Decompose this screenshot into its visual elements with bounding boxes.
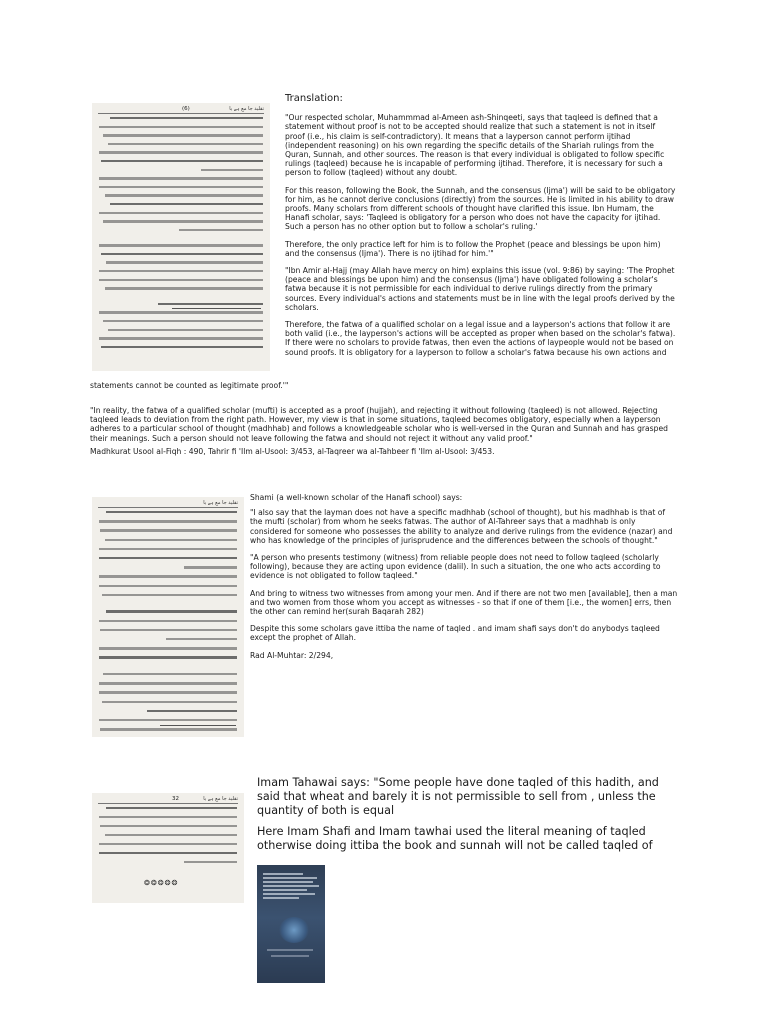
scan-text-line xyxy=(99,816,237,818)
scan-text-line xyxy=(100,529,237,531)
scan-text-line xyxy=(99,212,263,214)
scan-text-line xyxy=(99,244,263,246)
scan-text-line xyxy=(201,169,263,171)
scan-text-line xyxy=(102,701,237,703)
paragraph: Imam Tahawai says: "Some people have done taqled of this hadith, and said that wheat and barely it is not permissible to sell from , unless the quantity of both is equal xyxy=(257,776,659,817)
scan-text-line xyxy=(100,728,237,730)
scan-text-line xyxy=(99,575,237,577)
scan-text-line xyxy=(105,194,263,196)
paragraph: Shami (a well-known scholar of the Hanafi school) says: xyxy=(250,493,463,502)
scan-text-line xyxy=(99,843,237,845)
scan-text-line xyxy=(103,320,263,322)
scan-text-line xyxy=(99,279,263,281)
shami-block xyxy=(250,493,678,668)
scan-text-line xyxy=(99,177,263,179)
scan-text-line xyxy=(110,117,263,119)
paragraph: Therefore, the only practice left for him is to follow the Prophet (peace and blessings be upon him) and the consensus (Ijma'). There is no ijtihad for him.'" xyxy=(285,239,661,258)
scan-text-line xyxy=(99,186,263,188)
scan-text-line xyxy=(99,548,237,550)
scan-text-line xyxy=(106,610,237,612)
paragraph: For this reason, following the Book, the Sunnah, and the consensus (Ijma') will be said to be obligatory for him, as he cannot derive conclusions (directly) from the sources. He is limited in his ability to draw proofs. Many scholars from different schools of thought have clarified this issue. Ibn Humam, the Hanafi scholar, says: 'Taqleed is obligatory for a person who does not have the capacity for ijtihad. Such a person has no other option but to follow a scholar's ruling.' xyxy=(285,185,676,232)
scan-text-line xyxy=(184,861,237,863)
paragraph: "Ibn Amir al-Hajj (may Allah have mercy on him) explains this issue (vol. 9:86) by saying: 'The Prophet (peace and blessings be upon him) and the consensus (Ijma') have obligated following a scholar's fatwa because it is not permissible for each individual to derive rulings directly from the primary sources. Every individual's actions and statements must be in line with the legal proofs derived by the scholars. xyxy=(285,266,675,312)
ornament-divider: ❂❂❂❂❂ xyxy=(144,879,179,887)
scan-text-line xyxy=(99,311,263,313)
scan-header: تقلید جا مع ہے یا xyxy=(98,500,238,508)
scan-text-line xyxy=(103,134,263,136)
paragraph: Therefore, the fatwa of a qualified scholar on a legal issue and a layperson's actions that follow it are both valid (i.e., the layperson's actions will be accepted as proper when based on the scholar's fatwa). If there were no scholars to provide fatwas, then even the actions of laypeople would not be based on sound proofs. It is obligatory for a layperson to follow a scholar's fatwa because his own actions and xyxy=(285,320,676,357)
urdu-scan-page-3 xyxy=(92,793,244,903)
book-cover-image xyxy=(257,865,325,983)
scan-text-line xyxy=(101,346,263,348)
scan-rule xyxy=(160,725,236,726)
paragraph: Despite this some scholars gave ittiba the name of taqled . and imam shafi says don't do anybodys taqleed except the prophet of Allah. xyxy=(250,624,660,643)
scan-text-line xyxy=(105,287,263,289)
scan-text-line xyxy=(99,337,263,339)
scan-text-line xyxy=(99,682,237,684)
scan-page-number: (6) xyxy=(182,106,190,112)
urdu-scan-page-2 xyxy=(92,497,244,737)
scan-rule xyxy=(172,308,261,309)
tahawai-block xyxy=(257,776,677,861)
translation-block xyxy=(285,94,677,357)
paragraph: And bring to witness two witnesses from among your men. And if there are not two men [available], then a man and two women from those whom you accept as witnesses - so that if one of them [i.e., the women] errs, then the other can remind her(surah Baqarah 282) xyxy=(250,588,678,617)
paragraph: "I also say that the layman does not have a specific madhhab (school of thought), but his madhhab is that of the mufti (scholar) from whom he seeks fatwas. The author of Al-Tahreer says that a madhhab is only considered for someone who possesses the ability to analyze and derive rulings from the evidence (nazar) and who has knowledge of the principles of jurisprudence and the differences between the schools of thought." xyxy=(250,508,673,545)
scan-text-line xyxy=(106,807,237,809)
scan-text-line xyxy=(99,557,237,559)
scan-text-line xyxy=(99,270,263,272)
translation-heading: Translation: xyxy=(285,93,343,104)
scan-text-line xyxy=(100,629,237,631)
scan-text-line xyxy=(99,719,237,721)
scan-text-line xyxy=(99,852,237,854)
urdu-scan-page-1 xyxy=(92,103,270,371)
scan-text-line xyxy=(166,638,237,640)
scan-text-line xyxy=(99,656,237,658)
scan-text-line xyxy=(99,151,263,153)
scan-text-line xyxy=(147,710,237,712)
scan-text-line xyxy=(110,203,263,205)
scan-text-line xyxy=(158,303,263,305)
scan-text-line xyxy=(99,520,237,522)
scan-text-line xyxy=(101,160,263,162)
scan-page-number: 32 xyxy=(172,796,179,802)
paragraph-tail: statements cannot be counted as legitimate proof.'" xyxy=(90,381,289,390)
scan-header: تقلید جا مع ہے یا xyxy=(98,106,264,114)
scan-text-line xyxy=(99,620,237,622)
scan-text-line xyxy=(99,647,237,649)
scan-header: تقلید جا مع ہے یا xyxy=(98,796,238,804)
scan-text-line xyxy=(105,539,237,541)
scan-text-line xyxy=(106,511,237,513)
quote-block xyxy=(90,406,670,464)
scan-text-line xyxy=(108,143,263,145)
scan-text-line xyxy=(103,673,237,675)
scan-text-line xyxy=(184,566,237,568)
scan-text-line xyxy=(103,220,263,222)
scan-text-line xyxy=(99,691,237,693)
paragraph: "A person who presents testimony (witness) from reliable people does not need to follow taqleed (scholarly following), because they are acting upon evidence (dalil). In such a situation, the one who acts according to evidence is not obligated to follow taqleed." xyxy=(250,553,661,581)
paragraph: Here Imam Shafi and Imam tawhai used the literal meaning of taqled otherwise doing ittiba the book and sunnah will not be called taqled of xyxy=(257,825,653,853)
paragraph: "Our respected scholar, Muhammmad al-Ameen ash-Shinqeeti, says that taqleed is defined that a statement without proof is not to be accepted should realize that such a statement is not in itself proof (i.e., his claim is self-contradictory). It means that a layperson cannot perform ijtihad (independent reasoning) on his own regarding the specific details of the Shariah rulings from the Quran, Sunnah, and other sources. The reason is that every individual is obligated to follow specific rulings (taqleed) because he is incapable of performing ijtihad. Therefore, it is necessary for such a person to follow (taqleed) without any doubt. xyxy=(285,113,665,178)
scan-text-line xyxy=(106,261,263,263)
reference: Rad Al-Muhtar: 2/294, xyxy=(250,650,334,660)
scan-text-line xyxy=(105,834,237,836)
scan-text-line xyxy=(101,253,263,255)
scan-text-line xyxy=(99,585,237,587)
paragraph: "In reality, the fatwa of a qualified scholar (mufti) is accepted as a proof (hujjah), and rejecting it without following (taqleed) is not allowed. Rejecting taqleed leads to deviation from the right path. However, my view is that in some situations, taqleed becomes obligatory, especially when a layperson adheres to a particular school of thought (madhhab) and follows a knowledgeable scholar who is well-versed in the Quran and Sunnah and has grasped their meanings. Such a person should not leave following the fatwa and should not reject it without any valid proof." xyxy=(90,406,668,443)
scan-text-line xyxy=(100,825,237,827)
scan-text-line xyxy=(108,329,263,331)
reference: Madhkurat Usool al-Fiqh : 490, Tahrir fi 'Ilm al-Usool: 3/453, al-Taqreer wa al-Tahbeer fi 'Ilm al-Usool: 3/453. xyxy=(90,446,495,456)
scan-text-line xyxy=(99,126,263,128)
scan-text-line xyxy=(179,229,263,231)
scan-text-line xyxy=(102,594,237,596)
